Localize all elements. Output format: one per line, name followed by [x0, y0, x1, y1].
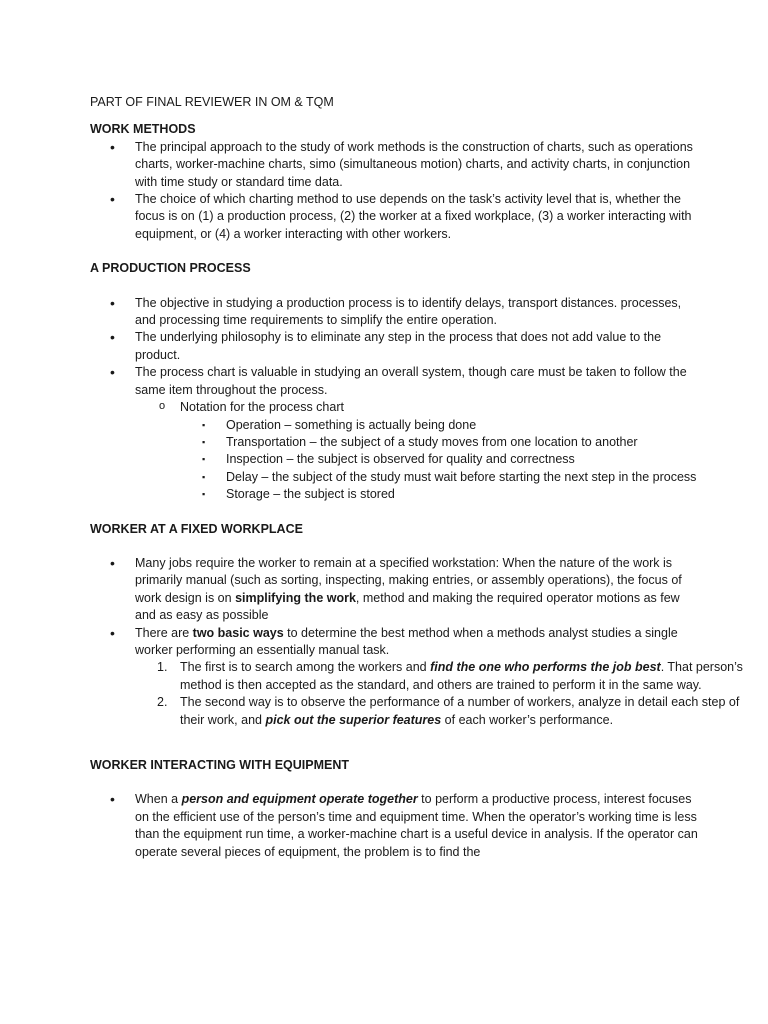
text-run: to determine the best method when a methods analyst studies a single worker performing an essentially manual task. — [135, 625, 678, 657]
bullet-list — [90, 791, 698, 861]
document-page — [90, 94, 743, 861]
item-number: 2. — [157, 695, 168, 710]
list-item: • The principal approach to the study of work methods is the construction of charts, such as operations charts, worker-machine charts, simo (simultaneous motion) charts, and activity charts, in conjunction with time study or standard time data. — [90, 139, 700, 191]
bullet-list — [90, 295, 687, 399]
section-heading: WORKER AT A FIXED WORKPLACE — [90, 521, 303, 536]
section-production-process — [90, 260, 697, 503]
document-title: PART OF FINAL REVIEWER IN OM & TQM — [90, 95, 334, 109]
bold-italic-text: person and equipment operate together — [181, 792, 418, 807]
bold-text: simplifying the work — [235, 590, 356, 605]
list-item: • The underlying philosophy is to eliminate any step in the process that does not add value to the product. — [90, 329, 700, 364]
item-number: 1. — [157, 660, 168, 675]
bold-italic-text: find the one who performs the job best — [430, 660, 661, 675]
text-run: Many jobs require the worker to remain at a specified workstation: When the nature of the work is primarily manual (such as sorting, inspecting, making entries, or assembly operations), the focus of work design is on — [135, 555, 682, 605]
numbered-list — [90, 659, 743, 729]
section-work-methods — [90, 121, 693, 243]
text-run: There are — [135, 625, 193, 640]
numbered-item — [90, 694, 765, 729]
text-run: to perform a productive process, interest focuses on the efficient use of the person’s time and equipment time. When the operator’s working time is less than the equipment run time, a worker-machine chart is a useful device in analysis. If the operator can operate several pieces of equipment, the problem is to find the — [135, 792, 698, 859]
bullet-list — [90, 139, 693, 243]
bold-italic-text: pick out the superior features — [265, 712, 442, 727]
text-run: , method and making the required operator motions as few and as easy as possible — [135, 590, 680, 623]
bold-text: two basic ways — [192, 625, 284, 640]
list-item — [90, 791, 700, 861]
notation-item: ▪ Transportation – the subject of a study moves from one location to another — [90, 434, 768, 451]
section-heading: WORKER INTERACTING WITH EQUIPMENT — [90, 758, 350, 772]
sub-list-item: o Notation for the process chart — [90, 399, 680, 416]
section-heading: A PRODUCTION PROCESS — [90, 261, 251, 276]
section-heading: WORK METHODS — [90, 122, 196, 137]
list-item: • The objective in studying a production process is to identify delays, transport distances. processes, and processing time requirements to simplify the entire operation. — [90, 295, 700, 330]
section-fixed-workplace — [90, 521, 743, 729]
list-item: • The choice of which charting method to use depends on the task’s activity level that is, whether the focus is on (1) a production process, (2) the worker at a fixed workplace, (3) a worker interacting with equipment, or (4) a worker interacting with other workers. — [90, 191, 700, 243]
section-equipment — [90, 757, 698, 861]
notation-item: ▪ Storage – the subject is stored — [90, 486, 768, 503]
bullet-list — [90, 555, 680, 659]
notation-item: ▪ Operation – something is actually being done — [90, 417, 768, 434]
notation-item: ▪ Inspection – the subject is observed for quality and correctness — [90, 451, 768, 468]
text-run: The second way is to observe the performance of a number of workers, analyze in detail each step of their work, and — [180, 695, 740, 727]
text-run: of each worker’s performance. — [441, 712, 614, 727]
text-run: . That person’s method is then accepted as the standard, and others are trained to perform it in the same way. — [180, 660, 743, 692]
text-run: The first is to search among the workers and — [180, 660, 431, 675]
list-item — [90, 625, 700, 660]
numbered-item — [90, 659, 765, 694]
list-item: • The process chart is valuable in studying an overall system, though care must be taken to follow the same item throughout the process. — [90, 364, 700, 399]
list-item — [90, 555, 700, 625]
notation-list — [90, 417, 697, 504]
sub-list — [90, 399, 680, 416]
notation-item: ▪ Delay – the subject of the study must wait before starting the next step in the process — [90, 469, 768, 486]
text-run: When a — [135, 792, 182, 807]
